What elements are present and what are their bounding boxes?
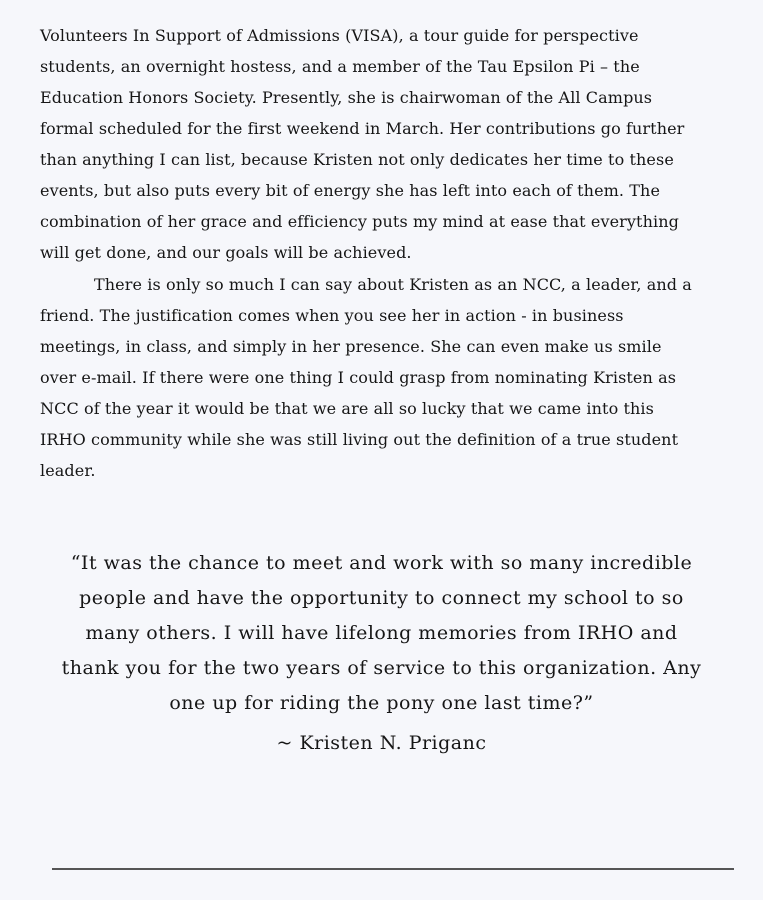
quote-line: people and have the opportunity to connect my school to so — [79, 587, 684, 609]
quote-line: thank you for the two years of service to this organization. Any — [61, 657, 702, 679]
paragraph-line: combination of her grace and efficiency puts my mind at ease that everything — [40, 212, 679, 231]
paragraph-line: formal scheduled for the first weekend in March. Her contributions go further — [40, 119, 685, 138]
closing-quote — [0, 546, 763, 721]
paragraph-line: over e-mail. If there were one thing I could grasp from nominating Kristen as — [40, 368, 677, 387]
paragraph-line: Volunteers In Support of Admissions (VISA), a tour guide for perspective — [40, 26, 639, 45]
paragraph-line: friend. The justification comes when you see her in action - in business — [40, 306, 624, 325]
paragraph-line: Education Honors Society. Presently, she is chairwoman of the All Campus — [40, 88, 653, 107]
quote-line: many others. I will have lifelong memories from IRHO and — [85, 622, 678, 644]
paragraph-line: than anything I can list, because Kristen not only dedicates her time to these — [40, 150, 674, 169]
paragraph-line: NCC of the year it would be that we are all so lucky that we came into this — [40, 399, 654, 418]
quote-attribution: ~ Kristen N. Priganc — [276, 732, 487, 754]
paragraph-line: leader. — [40, 461, 96, 480]
horizontal-rule — [52, 868, 734, 870]
paragraph-line: There is only so much I can say about Kristen as an NCC, a leader, and a — [94, 275, 692, 294]
paragraph-line: students, an overnight hostess, and a member of the Tau Epsilon Pi – the — [40, 57, 640, 76]
paragraph-line: meetings, in class, and simply in her presence. She can even make us smile — [40, 337, 662, 356]
quote-line: one up for riding the pony one last time?” — [169, 692, 594, 714]
paragraph-line: will get done, and our goals will be achieved. — [40, 243, 412, 262]
paragraph-line: events, but also puts every bit of energy she has left into each of them. The — [40, 181, 661, 200]
quote-line: “It was the chance to meet and work with so many incredible — [70, 552, 693, 574]
letter-paragraph-2 — [40, 269, 730, 486]
paragraph-line: IRHO community while she was still living out the definition of a true student — [40, 430, 679, 449]
letter-paragraph-1 — [40, 20, 730, 268]
